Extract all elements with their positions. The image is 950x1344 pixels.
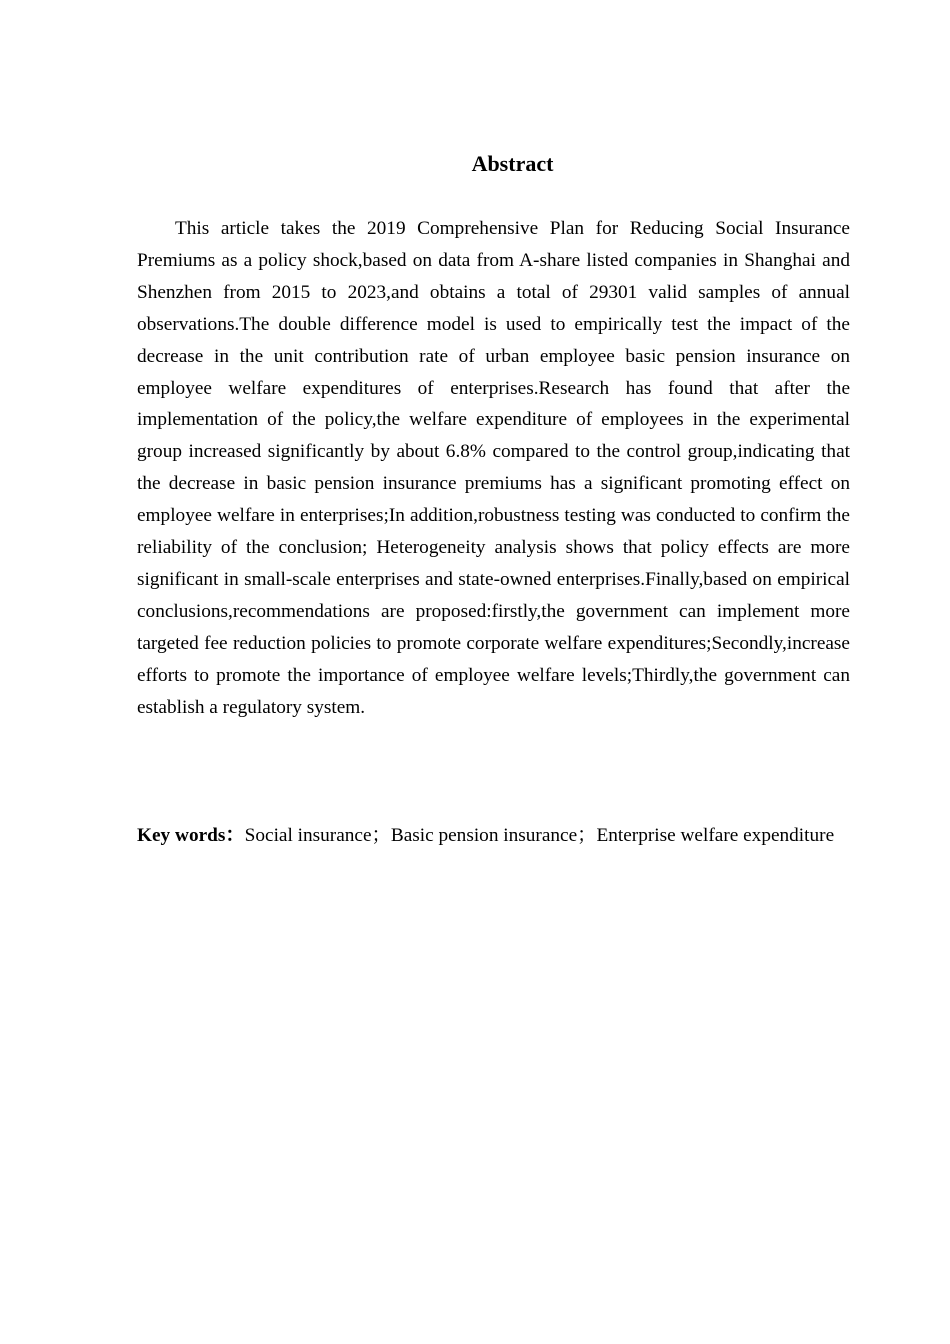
abstract-title: Abstract — [471, 151, 554, 176]
abstract-paragraph: This article takes the 2019 Comprehensive Plan for Reducing Social Insurance Premiums as a policy shock,based on data from A-share listed companies in Shanghai and Shenzhen from 2015 to 2023,and obtains a total of 29301 valid samples of annual observations.The double difference model is used to empirically test the impact of the decrease in the unit contribution rate of urban employee basic pension insurance on employee welfare expenditures of enterprises.Research has found that after the implementation of the policy,the welfare expenditure of employees in the experimental group increased significantly by about 6.8% compared to the control group,indicating that the decrease in basic pension insurance premiums has a significant promoting effect on employee welfare in enterprises;In addition,robustness testing was conducted to confirm the reliability of the conclusion; Heterogeneity analysis shows that policy effects are more significant in small-scale enterprises and state-owned enterprises.Finally,based on empirical conclusions,recommendations are proposed:firstly,the government can implement more targeted fee reduction policies to promote corporate welfare expenditures;Secondly,increase efforts to promote the importance of employee welfare levels;Thirdly,the government can establish a regulatory system. — [137, 218, 850, 718]
keywords-text: Social insurance；Basic pension insurance；Enterprise welfare expenditure — [244, 825, 835, 846]
keywords-label: Key words： — [137, 825, 245, 846]
keywords-line — [137, 820, 850, 852]
